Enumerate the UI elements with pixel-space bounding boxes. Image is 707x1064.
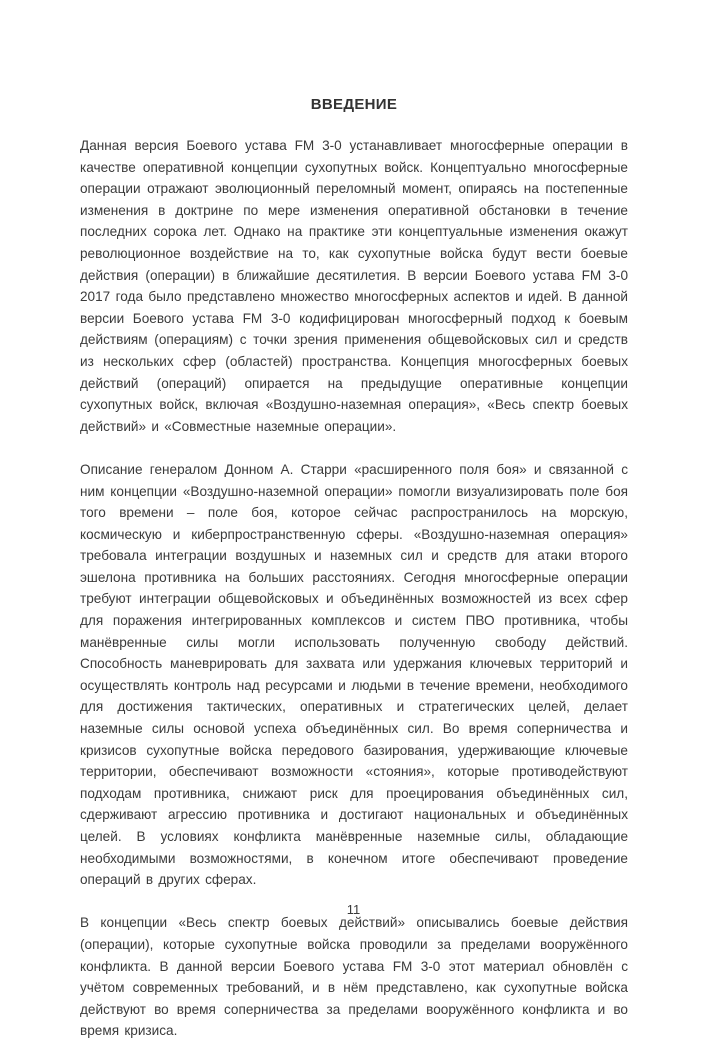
page-number: 11: [346, 902, 361, 917]
paragraph-3: В концепции «Весь спектр боевых действий» описывались боевые действия (операции), которые сухопутные войска проводили за пределами вооружённого конфликта. В данной версии Боевого устава FM 3-0 этот материал обновлён с учётом современных требований, и в нём представлено, как сухопутные войска действуют во время соперничества за пределами вооружённого конфликта и во время кризиса.: [80, 915, 628, 1039]
page-title: ВВЕДЕНИЕ: [310, 96, 398, 113]
paragraph-1: Данная версия Боевого устава FM 3-0 устанавливает многосферные операции в качестве оперативной концепции сухопутных войск. Концептуально многосферные операции отражают эволюционный переломный момент, опираясь на постепенные изменения в доктрине по мере изменения оперативной обстановки в течение последних сорока лет. Однако на практике эти концептуальные изменения окажут революционное воздействие на то, как сухопутные войска будут вести боевые действия (операции) в ближайшие десятилетия. В версии Боевого устава FM 3-0 2017 года было представлено множество многосферных аспектов и идей. В данной версии Боевого устава FM 3-0 кодифицирован многосферный подход к боевым действиям (операциям) с точки зрения применения общевойсковых сил и средств из нескольких сфер (областей) пространства. Концепция многосферных боевых действий (операций) опирается на предыдущие оперативные концепции сухопутных войск, включая «Воздушно-наземная операция», «Весь спектр боевых действий» и «Совместные наземные операции».: [80, 138, 628, 434]
page-content: [80, 96, 628, 1064]
paragraph-2: Описание генералом Донном А. Старри «расширенного поля боя» и связанной с ним концепции «Воздушно-наземной операции» помогли визуализировать поле боя того времени – поле боя, которое сейчас распространилось на морскую, космическую и киберпространственную сферы. «Воздушно-наземная операция» требовала интеграции воздушных и наземных сил и средств для атаки второго эшелона противника на больших расстояниях. Сегодня многосферные операции требуют интеграции общевойсковых и объединённых возможностей из всех сфер для поражения интегрированных комплексов и систем ПВО противника, чтобы манёвренные силы могли использовать полученную свободу действий. Способность маневрировать для захвата или удержания ключевых территорий и осуществлять контроль над ресурсами и людьми в течение времени, необходимого для достижения тактических, оперативных и стратегических целей, делает наземные силы основой успеха объединённых сил. Во время соперничества и кризисов сухопутные войска передового базирования, удерживающие ключевые территории, обеспечивают возможности «стояния», которые противодействуют подходам противника, снижают риск для проецирования объединённых сил, сдерживают агрессию противника и достигают национальных и объединённых целей. В условиях конфликта манёвренные наземные силы, обладающие необходимыми возможностями, в конечном итоге обеспечивают проведение операций в других сферах.: [80, 461, 628, 888]
